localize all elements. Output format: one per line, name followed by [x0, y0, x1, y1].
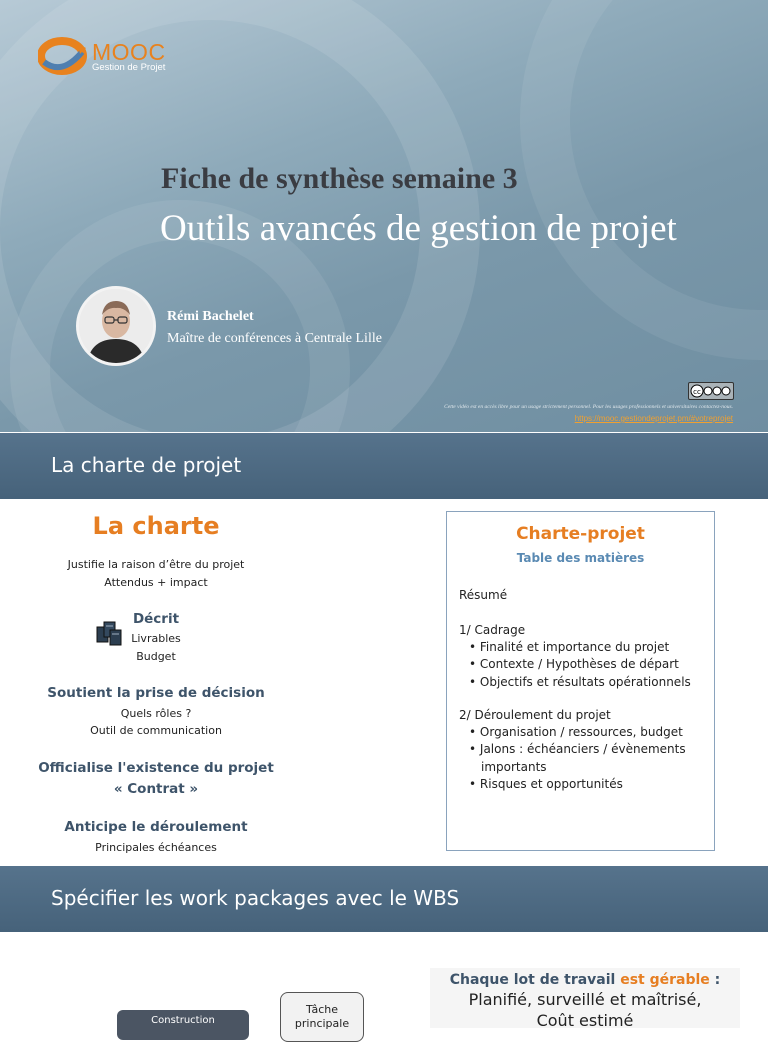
cc-license-icon [688, 382, 734, 400]
logo-name: MOOC [92, 39, 166, 65]
charte-anticipe-1: Principales échéances [95, 841, 217, 854]
section-title: La charte de projet [51, 453, 242, 477]
list-item-continued: importants [481, 760, 547, 774]
charte-toc-box [446, 511, 715, 851]
svg-text:cc: cc [693, 388, 701, 396]
charte-intro-1: Justifie la raison d’être du projet [67, 558, 245, 571]
toc-deroulement: 2/ Déroulement du projet [459, 708, 611, 722]
decorative-swirl [520, 0, 768, 360]
avatar [76, 286, 156, 366]
slide-supertitle: Fiche de synthèse semaine 3 [161, 162, 518, 195]
license-notice: Cette vidéo est en accès libre pour un usage strictement personnel. Pour les usages professionnels et universitaires contactez-nous. [444, 404, 733, 410]
list-item: • Jalons : échéanciers / évènements [469, 742, 686, 756]
section-header-charte [0, 433, 768, 499]
callout-line-1: Chaque lot de travail est gérable : [449, 972, 721, 988]
charte-officialise: Officialise l'existence du projet [38, 760, 274, 776]
toc-cadrage: 1/ Cadrage [459, 623, 526, 637]
author-portrait-icon [79, 289, 153, 363]
slide-title: Outils avancés de gestion de projet [160, 208, 677, 249]
section-title: Spécifier les work packages avec le WBS [51, 886, 460, 910]
charte-title: La charte [92, 512, 220, 540]
charte-soutient: Soutient la prise de décision [47, 685, 265, 701]
charte-anticipe: Anticipe le déroulement [64, 819, 248, 835]
section-header-wbs [0, 866, 768, 932]
toc-resume: Résumé [459, 588, 508, 602]
toc-subtitle: Table des matières [516, 551, 645, 565]
wbs-node-task-line2: principale [294, 1017, 350, 1030]
charte-soutient-2: Outil de communication [90, 724, 222, 737]
list-item: • Contexte / Hypothèses de départ [469, 657, 679, 671]
charte-contrat: « Contrat » [113, 781, 199, 797]
charte-intro-2: Attendus + impact [104, 576, 208, 589]
list-item: • Organisation / ressources, budget [469, 725, 683, 739]
charte-soutient-1: Quels rôles ? [120, 707, 192, 720]
author-name: Rémi Bachelet [167, 309, 254, 324]
mooc-logo [38, 36, 178, 80]
list-item: • Objectifs et résultats opérationnels [469, 675, 691, 689]
callout-line-2: Planifié, surveillé et maîtrisé, [468, 990, 702, 1009]
wbs-node-task [280, 992, 364, 1042]
list-item: • Risques et opportunités [469, 777, 623, 791]
logo-subtitle: Gestion de Projet [92, 62, 166, 73]
wbs-node-task-line1: Tâche [306, 1003, 338, 1016]
mooc-logo-icon [38, 36, 90, 76]
wbs-node-construction: Construction [117, 1010, 249, 1040]
work-package-callout [430, 968, 740, 1028]
author-role: Maître de conférences à Centrale Lille [167, 331, 382, 346]
project-link[interactable]: https://mooc.gestiondeprojet.pm/#votreprojet [574, 414, 733, 423]
list-item: • Finalité et importance du projet [469, 640, 670, 654]
charte-decrit-1: Livrables [131, 632, 181, 645]
title-slide [0, 0, 768, 432]
charte-decrit-2: Budget [136, 650, 176, 663]
charte-decrit: Décrit [132, 611, 180, 627]
toc-title: Charte-projet [516, 524, 645, 544]
callout-line-3: Coût estimé [536, 1011, 634, 1030]
